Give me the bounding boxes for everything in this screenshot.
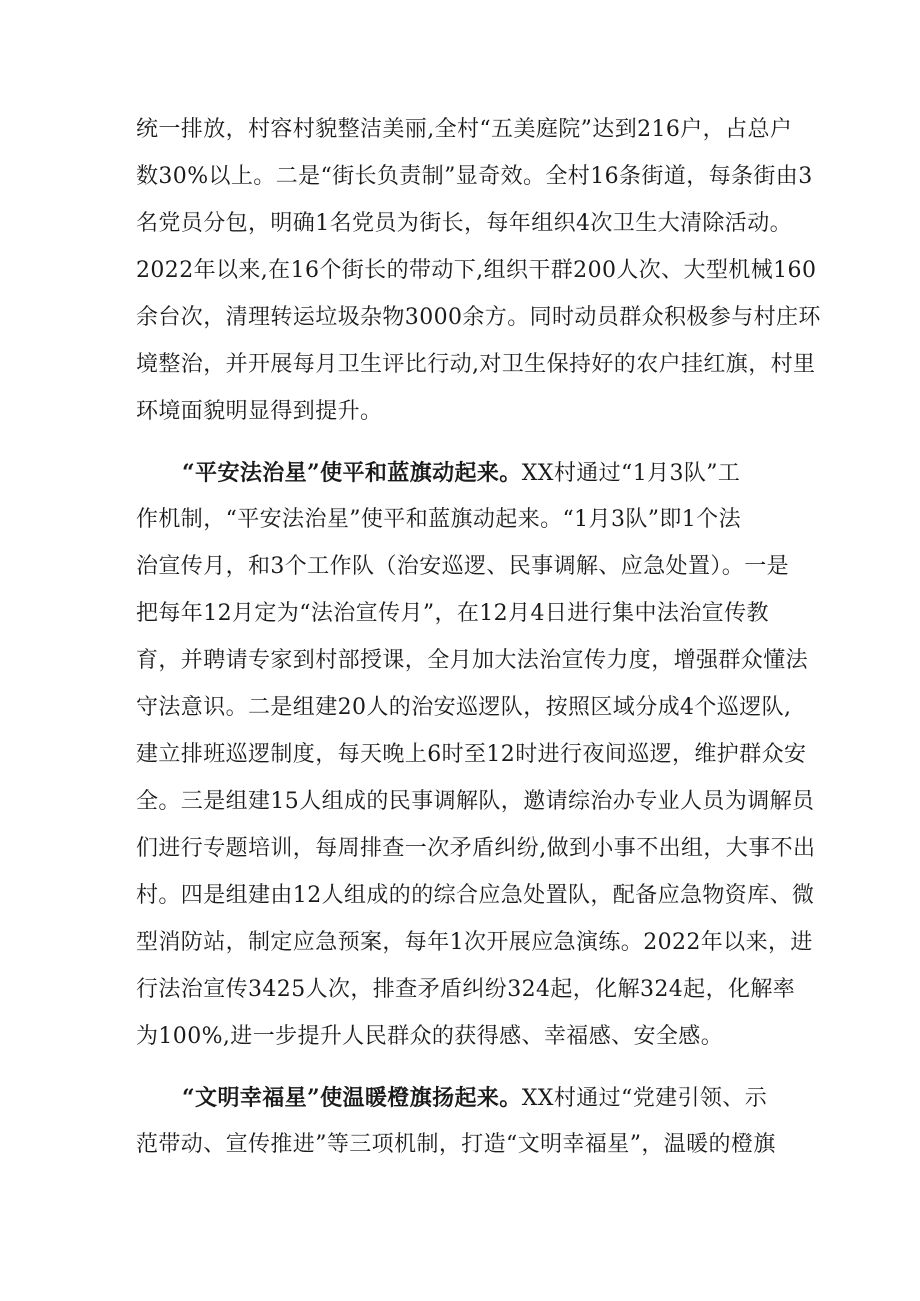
paragraph-2-line-2: 作机制，“平安法治星”使平和蓝旗动起来。“1月3队”即1个法 (136, 507, 741, 532)
paragraph-3-heading: “文明幸福星”使温暖橙旗扬起来。 (182, 1085, 522, 1111)
paragraph-2-line-6: 守法意识。二是组建20人的治安巡逻队，按照区域分成4个巡逻队, (136, 695, 792, 720)
paragraph-1-line-2: 数30%以上。二是“街长负责制”显奇效。全村16条街道，每条街由3 (136, 164, 813, 189)
paragraph-2-line-13: 为100%,进一步提升人民群众的获得感、幸福感、安全感。 (136, 1024, 724, 1049)
paragraph-1-line-1: 统一排放，村容村貌整洁美丽,全村“五美庭院”达到216户，占总户 (136, 117, 793, 142)
paragraph-1-line-6: 境整治，并开展每月卫生评比行动,对卫生保持好的农户挂红旗，村里 (136, 352, 816, 377)
paragraph-2-line-5: 育，并聘请专家到村部授课，全月加大法治宣传力度，增强群众懂法 (136, 648, 809, 673)
paragraph-2-first-rest: XX村通过“1月3队”工 (521, 461, 741, 486)
paragraph-2-line-11: 型消防站，制定应急预案，每年1次开展应急演练。2022年以来，进 (136, 930, 813, 955)
paragraph-3-first-rest: XX村通过“党建引领、示 (521, 1086, 768, 1111)
paragraph-2-first-line (182, 458, 740, 489)
paragraph-2-line-9: 们进行专题培训，每周排查一次矛盾纠纷,做到小事不出组，大事不出 (136, 836, 816, 861)
paragraph-2-heading: “平安法治星”使平和蓝旗动起来。 (182, 460, 522, 486)
paragraph-2-line-7: 建立排班巡逻制度，每天晚上6时至12时进行夜间巡逻，维护群众安 (136, 742, 807, 767)
paragraph-1-line-4: 2022年以来,在16个街长的带动下,组织干群200人次、大型机械160 (136, 258, 817, 283)
paragraph-3-first-line (182, 1083, 767, 1114)
paragraph-2-line-12: 行法治宣传3425人次，排查矛盾纠纷324起，化解324起，化解率 (136, 977, 796, 1002)
paragraph-2-line-3: 治宣传月，和3个工作队（治安巡逻、民事调解、应急处置）。一是 (136, 554, 789, 579)
paragraph-1-line-3: 名党员分包，明确1名党员为街长，每年组织4次卫生大清除活动。 (136, 211, 792, 236)
paragraph-1-line-7: 环境面貌明显得到提升。 (136, 399, 383, 424)
paragraph-2-line-10: 村。四是组建由12人组成的的综合应急处置队，配备应急物资库、微 (136, 883, 815, 908)
paragraph-3-line-2: 范带动、宣传推进”等三项机制，打造“文明幸福星”，温暖的橙旗 (136, 1132, 776, 1157)
paragraph-2-line-8: 全。三是组建15人组成的民事调解队，邀请综治办专业人员为调解员 (136, 789, 815, 814)
paragraph-1-line-5: 余台次，清理转运垃圾杂物3000余方。同时动员群众积极参与村庄环 (136, 305, 821, 330)
paragraph-2-line-4: 把每年12月定为“法治宣传月”，在12月4日进行集中法治宣传教 (136, 601, 769, 626)
